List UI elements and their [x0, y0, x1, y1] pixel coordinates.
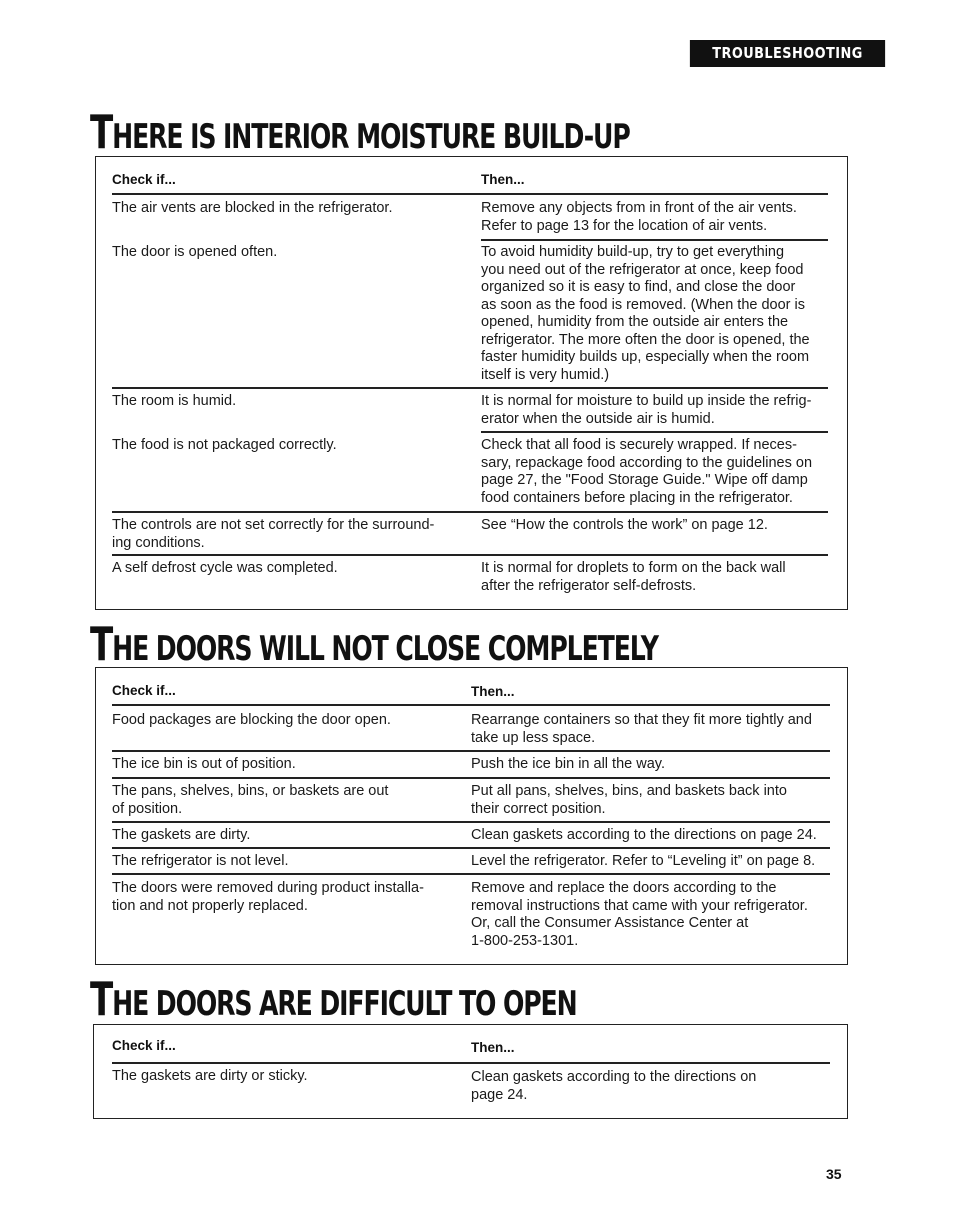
- then-cell: Level the refrigerator. Refer to “Leveling it” on page 8.: [471, 853, 816, 869]
- check-cell: The room is humid.: [112, 393, 237, 409]
- row-divider: [481, 239, 828, 241]
- check-cell: The gaskets are dirty or sticky.: [112, 1068, 308, 1084]
- check-cell: A self defrost cycle was completed.: [112, 560, 338, 576]
- troubleshooting-guide-tab: TROUBLESHOOTING GUIDE: [690, 40, 885, 67]
- row-divider: [112, 821, 830, 823]
- then-cell: Clean gaskets according to the directions on page 24.: [471, 1069, 757, 1103]
- section-title-moisture: [90, 105, 630, 159]
- page-number: 35: [826, 1166, 842, 1182]
- then-cell: Clean gaskets according to the directions on page 24.: [471, 827, 817, 843]
- section-title-cap: T: [90, 972, 113, 1026]
- check-cell: The food is not packaged correctly.: [112, 437, 337, 453]
- check-cell: The controls are not set correctly for the surround- ing conditions.: [112, 517, 435, 551]
- check-cell: The gaskets are dirty.: [112, 827, 251, 843]
- then-cell: Check that all food is securely wrapped. If neces- sary, repackage food according to the guidelines on page 27, the "Food Storage Guide." Wipe off damp food containers before placing in the refrigerator.: [481, 437, 813, 506]
- check-if-header: Check if...: [112, 172, 176, 187]
- then-header: Then...: [471, 684, 515, 699]
- row-divider: [112, 777, 830, 779]
- check-cell: The door is opened often.: [112, 244, 278, 260]
- check-if-header: Check if...: [112, 1038, 176, 1053]
- check-cell: The ice bin is out of position.: [112, 756, 296, 772]
- then-cell: See “How the controls the work” on page 12.: [481, 517, 768, 533]
- section-title-cap: T: [90, 617, 113, 671]
- check-if-header: Check if...: [112, 683, 176, 698]
- check-cell: The refrigerator is not level.: [112, 853, 289, 869]
- then-header: Then...: [471, 1040, 515, 1055]
- then-cell: It is normal for droplets to form on the back wall after the refrigerator self-defrosts.: [481, 560, 786, 594]
- row-divider: [112, 511, 828, 513]
- section-title-doors-difficult: [90, 972, 577, 1026]
- section-title-cap: T: [90, 105, 113, 159]
- row-divider: [112, 847, 830, 849]
- then-cell: To avoid humidity build-up, try to get everything you need out of the refrigerator at once, keep food organized so it is easy to find, and close the door as soon as the food is removed. (When the door is opened, humidity from the outside air enters the refrigerator. The more often the door is opened, the faster humidity builds up, especially when the room itself is very humid.): [481, 244, 810, 383]
- check-cell: Food packages are blocking the door open.: [112, 712, 391, 728]
- section-title-rest: HE DOORS WILL NOT CLOSE COMPLETELY: [112, 629, 658, 669]
- row-divider: [112, 750, 830, 752]
- then-cell: Remove and replace the doors according to the removal instructions that came with your refrigerator. Or, call the Consumer Assistance Center at 1-800-253-1301.: [471, 880, 808, 949]
- header-rule: [112, 193, 828, 195]
- section-title-rest: HERE IS INTERIOR MOISTURE BUILD-UP: [112, 117, 630, 157]
- then-cell: Remove any objects from in front of the air vents. Refer to page 13 for the location of air vents.: [481, 200, 797, 234]
- then-cell: Put all pans, shelves, bins, and baskets back into their correct position.: [471, 783, 787, 817]
- row-divider: [112, 873, 830, 875]
- then-header: Then...: [481, 172, 525, 187]
- check-cell: The pans, shelves, bins, or baskets are out of position.: [112, 783, 389, 817]
- row-divider: [112, 554, 828, 556]
- header-rule: [112, 1062, 830, 1064]
- check-cell: The doors were removed during product installa- tion and not properly replaced.: [112, 880, 424, 914]
- then-cell: Rearrange containers so that they fit more tightly and take up less space.: [471, 712, 812, 746]
- header-rule: [112, 704, 830, 706]
- section-title-rest: HE DOORS ARE DIFFICULT TO OPEN: [112, 984, 577, 1024]
- row-divider: [112, 387, 828, 389]
- row-divider: [481, 431, 828, 433]
- check-cell: The air vents are blocked in the refrigerator.: [112, 200, 393, 216]
- then-cell: Push the ice bin in all the way.: [471, 756, 665, 772]
- section-title-doors-not-close: [90, 617, 658, 671]
- then-cell: It is normal for moisture to build up inside the refrig- erator when the outside air is humid.: [481, 393, 812, 427]
